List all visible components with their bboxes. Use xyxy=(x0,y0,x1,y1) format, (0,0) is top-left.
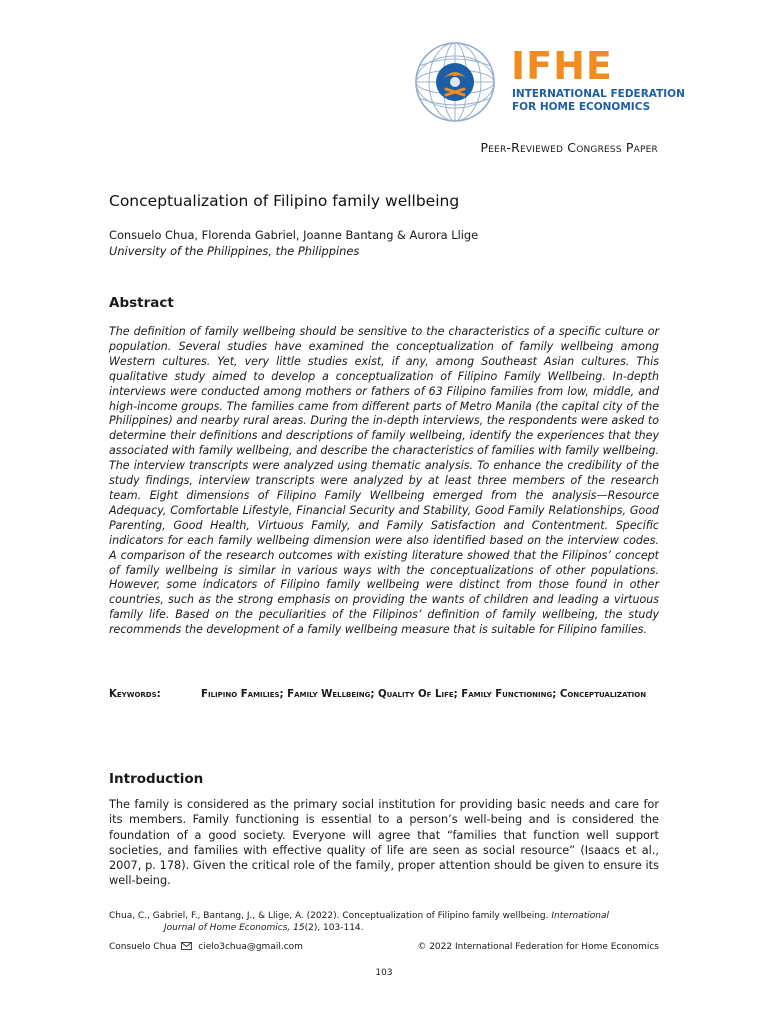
citation-line2 xyxy=(109,922,659,934)
logo-subtitle xyxy=(512,88,685,113)
footer-email-link[interactable]: cielo3chua@gmail.com xyxy=(198,942,303,952)
affiliation: University of the Philippines, the Philippines xyxy=(109,243,360,258)
footer-copyright: © 2022 International Federation for Home Economics xyxy=(417,942,659,952)
keywords-list: Filipino Families; Family Wellbeing; Quality Of Life; Family Functioning; Conceptualization xyxy=(201,689,647,700)
keywords-label: Keywords: xyxy=(109,689,161,700)
logo-subtitle-line2: FOR HOME ECONOMICS xyxy=(512,100,651,113)
citation-volume: 15 xyxy=(293,923,305,934)
author-block xyxy=(109,228,478,259)
citation-journal-a: International xyxy=(551,911,609,921)
introduction-heading: Introduction xyxy=(109,771,204,787)
abstract-heading: Abstract xyxy=(109,295,174,311)
ifhe-logo xyxy=(409,38,685,126)
page-number: 103 xyxy=(375,968,393,978)
logo-wordmark: IFHE xyxy=(511,44,613,88)
article-title: Conceptualization of Filipino family wellbeing xyxy=(109,192,460,210)
author-names: Consuelo Chua, Florenda Gabriel, Joanne Bantang & Aurora Llige xyxy=(109,228,479,242)
citation-journal-b: Journal of Home Economics, xyxy=(164,923,291,934)
citation-prefix: Chua, C., Gabriel, F., Bantang, J., & Llige, A. (2022). Conceptualization of Filipino family wellbeing. xyxy=(109,911,549,921)
abstract-text: The definition of family wellbeing should be sensitive to the characteristics of a specific culture or population. Several studies have examined the conceptualization of family wellbeing among Western cultures. Yet, very little studies exist, if any, among Southeast Asian cultures. This qualitative study aimed to develop a conceptualization of Filipino Family Wellbeing. In-depth interviews were conducted among mothers or fathers of 63 Filipino families from low, middle, and high-income groups. The families came from different parts of Metro Manila (the capital city of the Philippines) and nearby rural areas. During the in-depth interviews, the respondents were asked to determine their definitions and descriptions of family wellbeing, identify the experiences that they associated with family wellbeing, and describe the characteristics of families with family wellbeing. The interview transcripts were analyzed using thematic analysis. To enhance the credibility of the study findings, interview transcripts were analyzed by at least three members of the research team. Eight dimensions of Filipino Family Wellbeing emerged from the analysis—Resource Adequacy, Comfortable Lifestyle, Financial Security and Stability, Good Family Relationships, Good Parenting, Good Health, Virtuous Family, and Family Satisfaction and Contentment. Specific indicators for each family wellbeing dimension were also identified based on the interview codes. A comparison of the research outcomes with existing literature showed that the Filipinos’ concept of family wellbeing is similar in various ways with the conceptualizations of other populations. However, some indicators of Filipino family wellbeing were distinct from those found in other countries, such as the strong emphasis on providing the wants of children and leading a virtuous family life. Based on the peculiarities of the Filipinos’ definition of family wellbeing, the study recommends the development of a family wellbeing measure that is suitable for Filipino families. xyxy=(109,325,659,637)
citation-line1 xyxy=(109,910,659,922)
footer-contact xyxy=(109,941,303,954)
introduction-text: The family is considered as the primary social institution for providing basic needs and care for its members. Family functioning is essential to a person’s well-being and is considered the foundation of a good society. Everyone will agree that “families that function well support societies, and families with effective quality of life are seen as social resource” (Isaacs et al., 2007, p. 178). Given the critical role of the family, proper attention should be given to ensure its well-being. xyxy=(109,798,659,888)
footer-author: Consuelo Chua xyxy=(109,942,177,952)
globe-icon xyxy=(409,38,501,126)
citation-block xyxy=(109,910,659,934)
paper-type-label: Peer-Reviewed Congress Paper xyxy=(480,140,658,155)
envelope-icon xyxy=(181,942,192,954)
citation-suffix: (2), 103-114. xyxy=(304,923,364,934)
logo-subtitle-line1: INTERNATIONAL FEDERATION xyxy=(512,88,685,100)
